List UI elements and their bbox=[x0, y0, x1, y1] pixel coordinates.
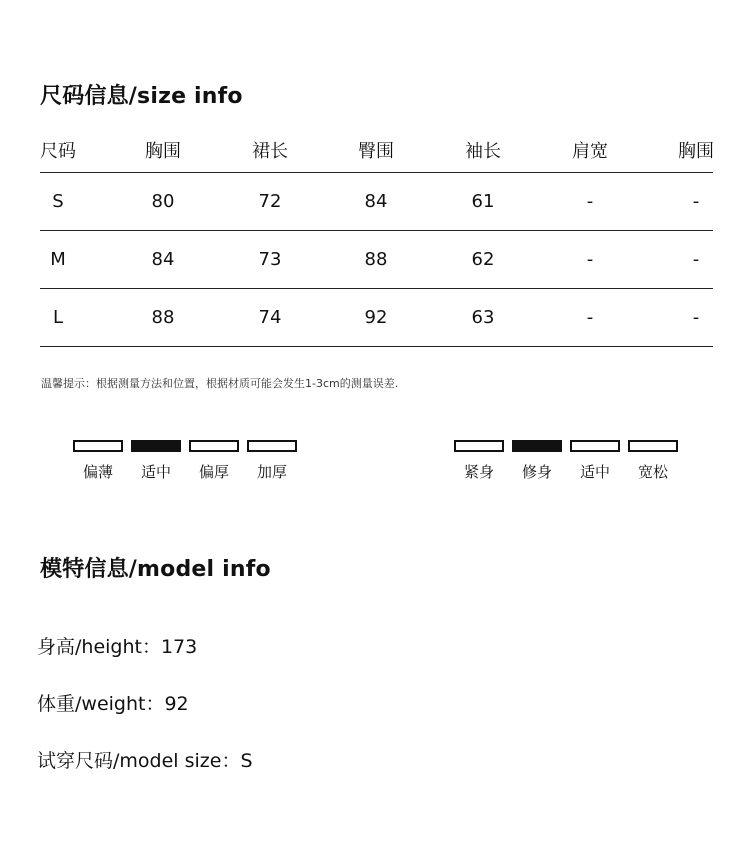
scale-indicator bbox=[247, 440, 297, 452]
size-info-title: 尺码信息/size info bbox=[40, 84, 243, 109]
table-cell: 61 bbox=[471, 191, 495, 212]
table-cell: 88 bbox=[364, 249, 388, 270]
table-cell: - bbox=[586, 191, 594, 212]
fit-option bbox=[628, 440, 678, 482]
table-cell: 84 bbox=[151, 249, 175, 270]
table-cell: 74 bbox=[258, 307, 282, 328]
scale-label: 修身 bbox=[521, 463, 552, 481]
model-weight: 体重/weight：92 bbox=[37, 693, 189, 715]
model-info-title: 模特信息/model info bbox=[40, 557, 271, 582]
table-cell: 92 bbox=[364, 307, 388, 328]
table-cell: 73 bbox=[258, 249, 282, 270]
table-cell: - bbox=[586, 249, 594, 270]
scale-label: 加厚 bbox=[256, 463, 287, 481]
table-cell: L bbox=[52, 307, 64, 328]
header-skirt-length: 裙长 bbox=[252, 141, 288, 162]
header-bust: 胸围 bbox=[145, 141, 181, 162]
table-row bbox=[40, 172, 713, 230]
thickness-option bbox=[73, 440, 123, 482]
scale-indicator-selected bbox=[131, 440, 181, 452]
fit-scale bbox=[454, 440, 678, 482]
fit-option bbox=[512, 440, 562, 482]
table-header-row bbox=[40, 132, 713, 172]
scale-label: 宽松 bbox=[637, 463, 668, 481]
size-table bbox=[40, 132, 713, 347]
scale-indicator bbox=[570, 440, 620, 452]
table-cell: - bbox=[692, 249, 700, 270]
measurement-tip: 温馨提示：根据测量方法和位置，根据材质可能会发生1-3cm的测量误差. bbox=[41, 377, 399, 390]
model-height: 身高/height：173 bbox=[37, 636, 198, 658]
table-cell: 84 bbox=[364, 191, 388, 212]
table-cell: 72 bbox=[258, 191, 282, 212]
header-bust-2: 胸围 bbox=[678, 141, 714, 162]
header-sleeve-length: 袖长 bbox=[465, 141, 501, 162]
scale-indicator bbox=[454, 440, 504, 452]
table-row bbox=[40, 230, 713, 288]
header-shoulder-width: 肩宽 bbox=[572, 141, 608, 162]
table-cell: S bbox=[52, 191, 64, 212]
table-cell: 63 bbox=[471, 307, 495, 328]
table-cell: - bbox=[692, 191, 700, 212]
scale-label: 适中 bbox=[579, 463, 610, 481]
thickness-scale bbox=[73, 440, 297, 482]
scale-label: 适中 bbox=[140, 463, 171, 481]
table-cell: - bbox=[692, 307, 700, 328]
scale-indicator bbox=[73, 440, 123, 452]
scale-indicator bbox=[189, 440, 239, 452]
header-hip: 臀围 bbox=[358, 141, 394, 162]
fit-option bbox=[454, 440, 504, 482]
thickness-option bbox=[247, 440, 297, 482]
model-size: 试穿尺码/model size：S bbox=[37, 750, 253, 772]
fit-option bbox=[570, 440, 620, 482]
table-cell: 62 bbox=[471, 249, 495, 270]
thickness-option bbox=[189, 440, 239, 482]
scale-indicator bbox=[628, 440, 678, 452]
table-cell: - bbox=[586, 307, 594, 328]
thickness-option bbox=[131, 440, 181, 482]
scale-label: 偏厚 bbox=[198, 463, 229, 481]
scale-label: 紧身 bbox=[463, 463, 494, 481]
table-cell: 88 bbox=[151, 307, 175, 328]
header-size: 尺码 bbox=[40, 141, 76, 162]
scale-indicator-selected bbox=[512, 440, 562, 452]
table-cell: 80 bbox=[151, 191, 175, 212]
table-row bbox=[40, 288, 713, 347]
table-cell: M bbox=[50, 249, 66, 270]
scale-label: 偏薄 bbox=[82, 463, 113, 481]
